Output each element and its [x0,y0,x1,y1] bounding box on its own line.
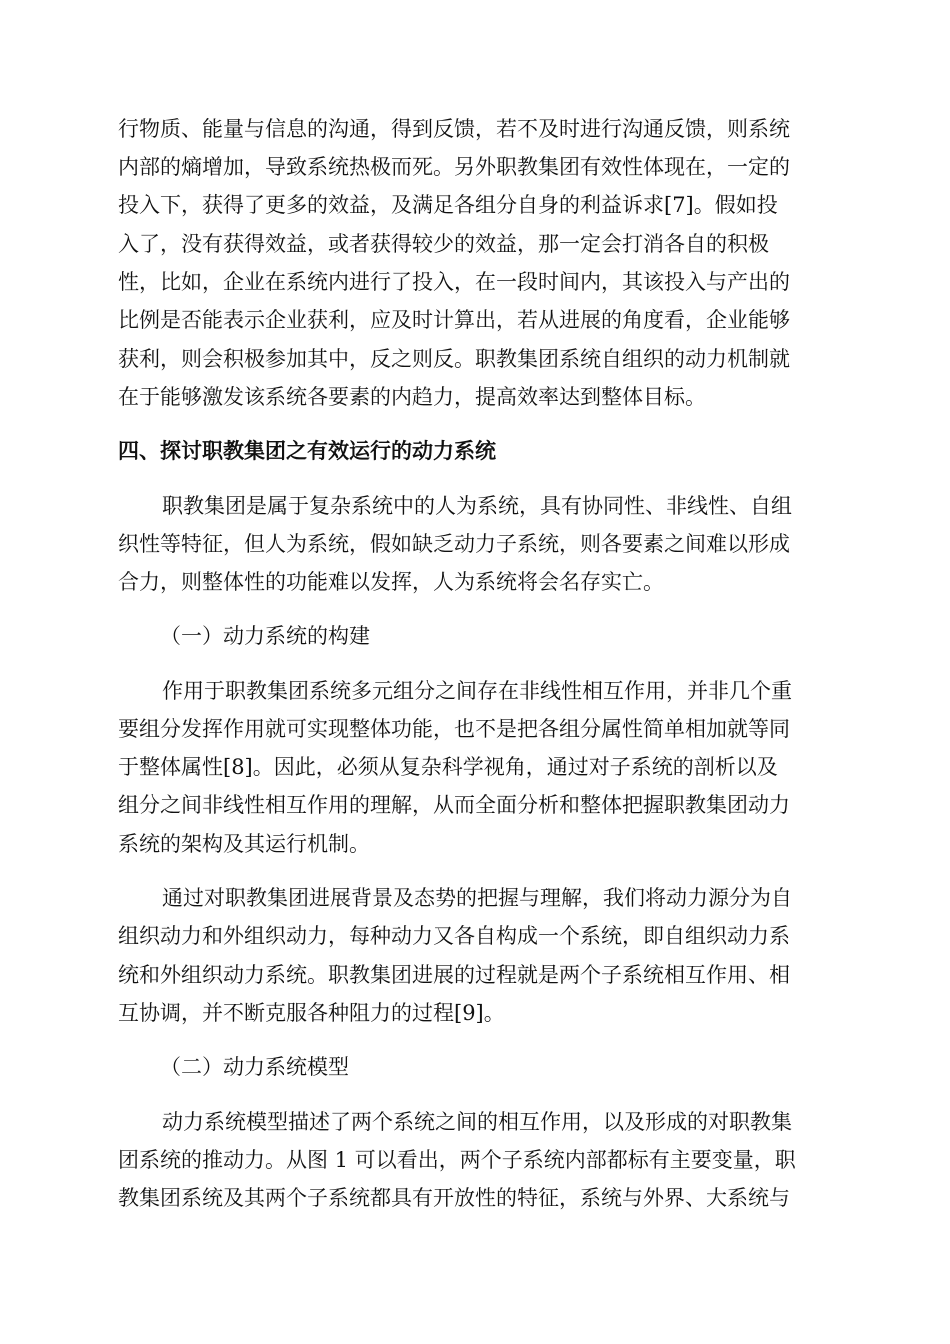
text-line: 合力，则整体性的功能难以发挥，人为系统将会名存实亡。 [118,570,664,594]
text-line: 比例是否能表示企业获利，应及时计算出，若从进展的角度看，企业能够 [118,308,790,332]
text-line: 于整体属性[8]。因此，必须从复杂科学视角，通过对子系统的剖析以及 [118,755,778,779]
text-line: 互协调，并不断克服各种阻力的过程[9]。 [118,1001,505,1025]
text-line: 要组分发挥作用就可实现整体功能，也不是把各组分属性简单相加就等同 [118,717,790,741]
text-line: 组织动力和外组织动力，每种动力又各自构成一个系统，即自组织动力系 [118,924,790,948]
text-line: 性，比如，企业在系统内进行了投入，在一段时间内，其该投入与产出的 [118,270,790,294]
text-line: 通过对职教集团进展背景及态势的把握与理解，我们将动力源分为自 [162,886,792,910]
text-line: 系统的架构及其运行机制。 [118,832,370,856]
text-line: 动力系统模型描述了两个系统之间的相互作用，以及形成的对职教集 [162,1110,792,1134]
subheading-build: （一）动力系统的构建 [160,624,370,648]
text-line: 作用于职教集团系统多元组分之间存在非线性相互作用，并非几个重 [162,679,792,703]
text-line: 教集团系统及其两个子系统都具有开放性的特征，系统与外界、大系统与 [118,1186,790,1210]
text-line: 织性等特征，但人为系统，假如缺乏动力子系统，则各要素之间难以形成 [118,532,790,556]
text-line: 行物质、能量与信息的沟通，得到反馈，若不及时进行沟通反馈，则系统 [118,117,790,141]
text-line: 团系统的推动力。从图 1 可以看出，两个子系统内部都标有主要变量，职 [118,1148,796,1172]
section-heading: 四、探讨职教集团之有效运行的动力系统 [118,438,496,463]
text-line: 入了，没有获得效益，或者获得较少的效益，那一定会打消各自的积极 [118,232,769,256]
text-line: 组分之间非线性相互作用的理解，从而全面分析和整体把握职教集团动力 [118,793,790,817]
text-line: 投入下，获得了更多的效益，及满足各组分自身的利益诉求[7]。假如投 [118,193,778,217]
subheading-model: （二）动力系统模型 [160,1055,349,1079]
text-line: 统和外组织动力系统。职教集团进展的过程就是两个子系统相互作用、相 [118,963,790,987]
text-line: 职教集团是属于复杂系统中的人为系统，具有协同性、非线性、自组 [162,494,792,518]
text-line: 获利，则会积极参加其中，反之则反。职教集团系统自组织的动力机制就 [118,347,790,371]
text-line: 在于能够激发该系统各要素的内趋力，提高效率达到整体目标。 [118,385,706,409]
text-line: 内部的熵增加，导致系统热极而死。另外职教集团有效性体现在，一定的 [118,155,790,179]
